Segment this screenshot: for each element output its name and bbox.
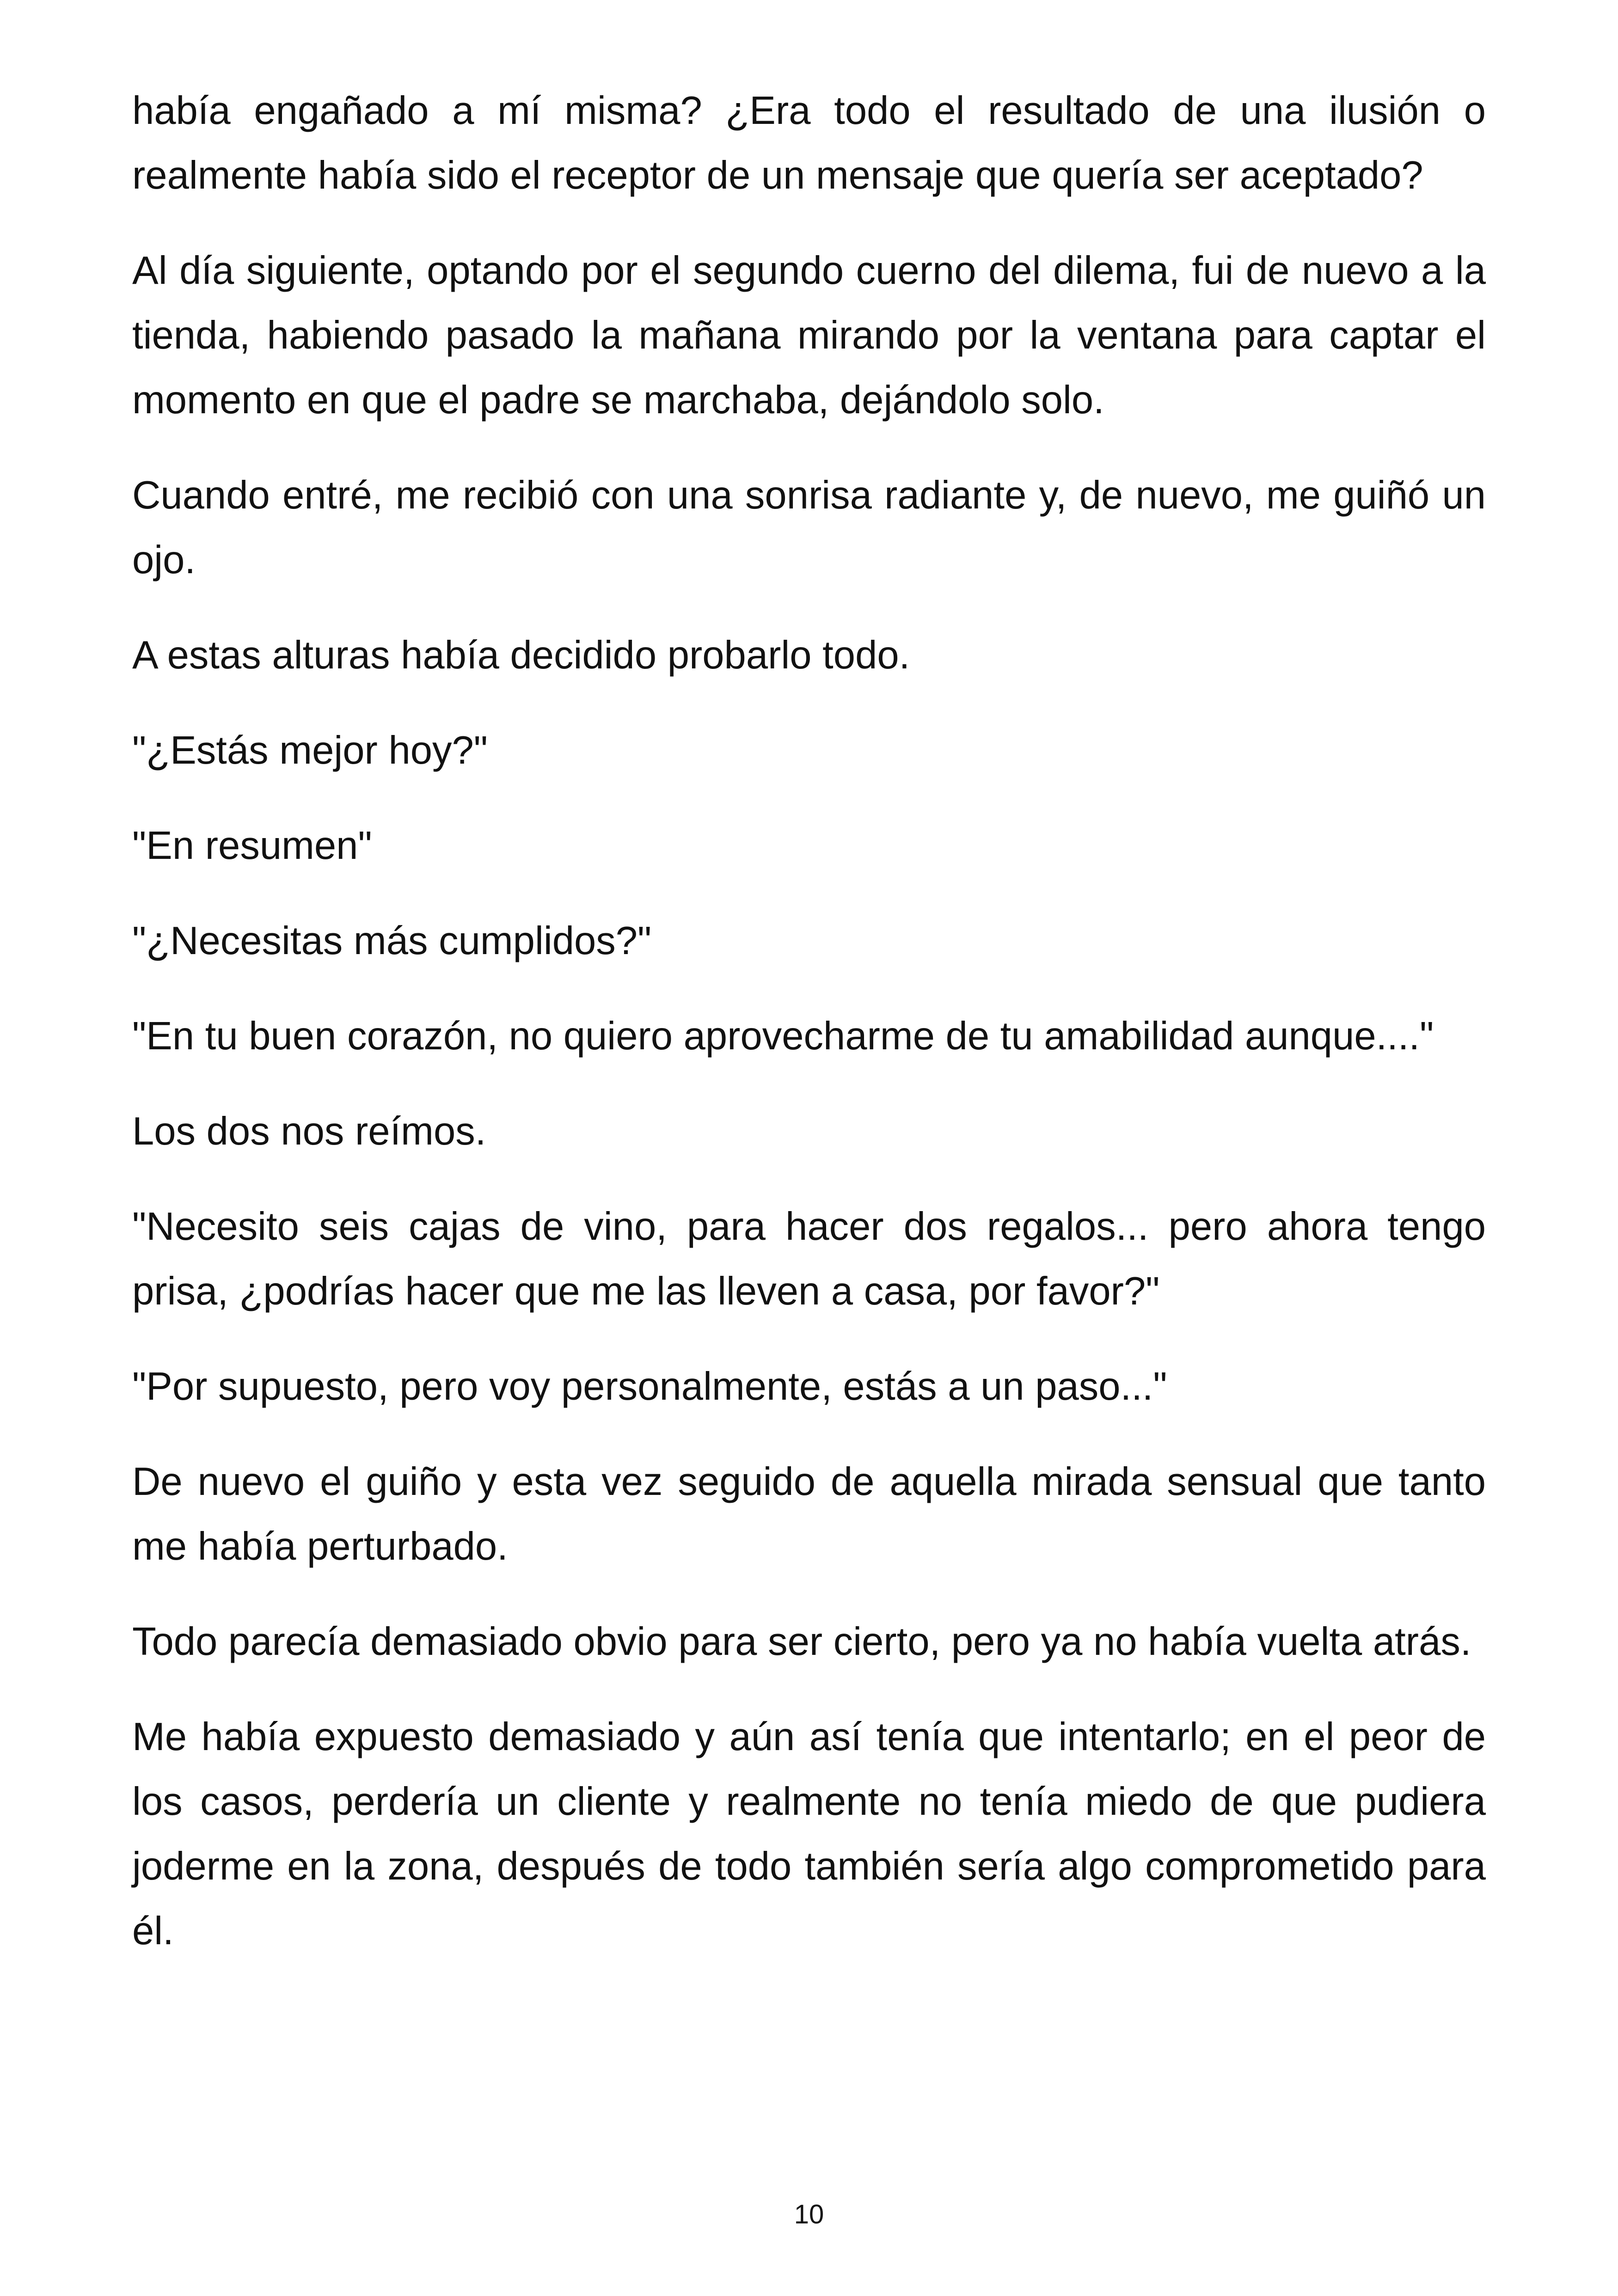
dialogue-line: "Necesito seis cajas de vino, para hacer dos regalos... pero ahora tengo prisa, ¿podrías hacer que me las lleven a casa, por favor?" [132, 1205, 1486, 1313]
paragraph: Al día siguiente, optando por el segundo cuerno del dilema, fui de nuevo a la tienda, habiendo pasado la mañana mirando por la ventana para captar el momento en que el padre se marchaba, dejándolo solo. [132, 249, 1486, 422]
page-number: 10 [794, 2199, 824, 2229]
paragraph: A estas alturas había decidido probarlo todo. [132, 633, 910, 677]
paragraph: De nuevo el guiño y esta vez seguido de aquella mirada sensual que tanto me había perturbado. [132, 1460, 1486, 1568]
dialogue-line: "¿Estás mejor hoy?" [132, 729, 488, 772]
paragraph: había engañado a mí misma? ¿Era todo el resultado de una ilusión o realmente había sido el receptor de un mensaje que quería ser aceptado? [132, 89, 1486, 197]
dialogue-line: "¿Necesitas más cumplidos?" [132, 919, 652, 963]
paragraph: Cuando entré, me recibió con una sonrisa radiante y, de nuevo, me guiñó un ojo. [132, 473, 1486, 582]
dialogue-line: "Por supuesto, pero voy personalmente, estás a un paso..." [132, 1365, 1167, 1408]
paragraph: Me había expuesto demasiado y aún así tenía que intentarlo; en el peor de los casos, perdería un cliente y realmente no tenía miedo de que pudiera joderme en la zona, después de todo también sería algo comprometido para él. [132, 1715, 1486, 1953]
paragraph: Los dos nos reímos. [132, 1109, 486, 1153]
dialogue-line: "En tu buen corazón, no quiero aprovecharme de tu amabilidad aunque...." [132, 1014, 1434, 1058]
page-body-text [132, 79, 1486, 1994]
paragraph: Todo parecía demasiado obvio para ser cierto, pero ya no había vuelta atrás. [132, 1620, 1471, 1664]
dialogue-line: "En resumen" [132, 824, 372, 868]
